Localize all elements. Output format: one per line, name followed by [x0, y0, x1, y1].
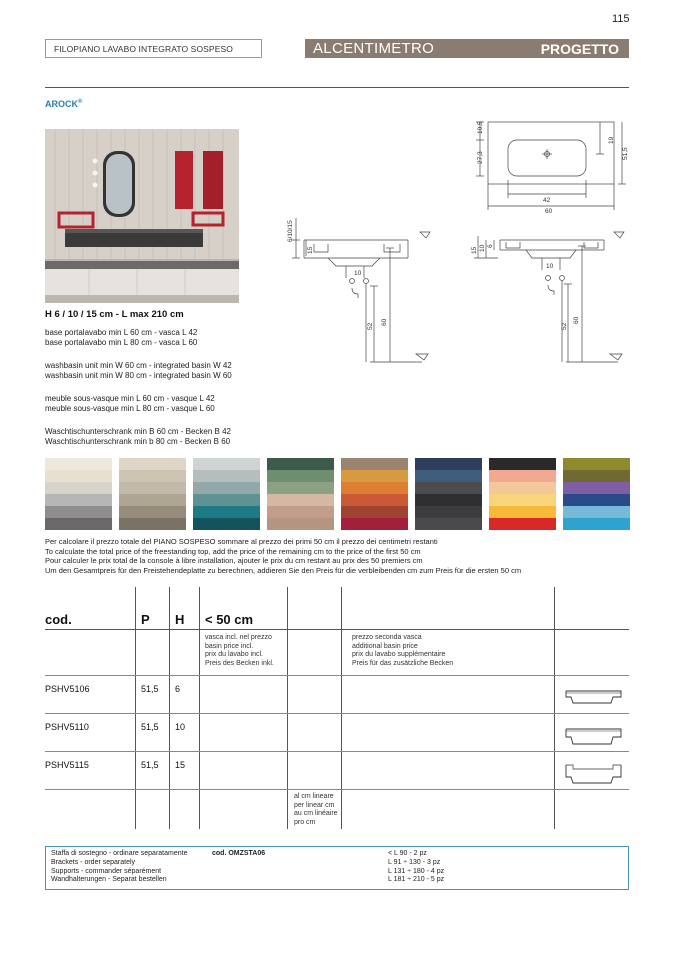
dim-left-h3: 52 [367, 322, 374, 330]
color-swatch [267, 470, 334, 482]
section-label: PROGETTO [540, 41, 619, 57]
description-fr [45, 394, 215, 413]
desc-line: meuble sous-vasque min L 60 cm - vasque L 42 [45, 394, 215, 403]
note-line: Um den Gesamtpreis für den Freistehendeplatte zu berechnen, addieren Sie den Preis für die verbleibenden cm zum Preis für die ersten 50 cm [45, 565, 522, 575]
price-table [45, 587, 629, 833]
color-swatch [267, 518, 334, 530]
dim-top-d4: 51,5 [622, 147, 629, 160]
col-header-h: H [175, 612, 185, 627]
dim-right-c: 10 [546, 263, 554, 270]
description-en [45, 361, 232, 380]
row-code: PSHV5110 [45, 722, 89, 732]
desc-line: Waschtischunterschrank min b 80 cm - Becken B 60 [45, 436, 231, 446]
color-swatch [489, 494, 556, 506]
color-swatch [341, 518, 408, 530]
color-swatch [45, 458, 112, 470]
row-p: 51,5 [141, 722, 159, 732]
product-title-text: AROCK [45, 99, 78, 109]
color-swatch [489, 482, 556, 494]
product-dimensions: H 6 / 10 / 15 cm - L max 210 cm [45, 309, 184, 320]
product-title [45, 99, 82, 109]
brand-bar [305, 39, 629, 58]
color-swatch [45, 518, 112, 530]
dim-right-h2: 10 [479, 244, 486, 252]
row-h: 10 [175, 722, 186, 732]
color-swatch [415, 518, 482, 530]
dim-top-d1: 10,5 [477, 121, 484, 134]
dim-right-h1: 15 [471, 246, 478, 254]
color-swatch [415, 482, 482, 494]
row-p: 51,5 [141, 684, 159, 694]
color-swatch [267, 458, 334, 470]
swatch-column [193, 458, 260, 530]
color-swatch [341, 506, 408, 518]
desc-line: washbasin unit min W 60 cm - integrated basin W 42 [45, 361, 232, 370]
dim-top-w2: 60 [545, 208, 553, 215]
color-swatch [563, 482, 630, 494]
per-linear-cm-note: al cm lineare per linear cm au cm linéaire pro cm [294, 793, 338, 826]
col-header-p: P [141, 612, 150, 627]
color-swatch [193, 494, 260, 506]
color-swatch [563, 506, 630, 518]
top-view-outline [488, 122, 614, 184]
basin-profile-icon [565, 725, 623, 747]
row-code: PSHV5106 [45, 684, 90, 694]
note-line: Per calcolare il prezzo totale del PIANO SOSPESO sommare al prezzo dei primi 50 cm il prezzo dei centimetri restanti [45, 537, 438, 546]
dim-left-h2: 15 [307, 246, 314, 254]
color-swatch [193, 518, 260, 530]
color-swatches [45, 458, 631, 530]
color-swatch [563, 494, 630, 506]
col-header-code: cod. [45, 612, 72, 627]
brackets-description: Staffa di sostegno - ordinare separatamente Brackets - order separately Supports - commander séparément Wandhalterungen - Separat bestellen [51, 850, 188, 884]
swatch-column [415, 458, 482, 530]
color-swatch [193, 506, 260, 518]
color-swatch [45, 470, 112, 482]
color-swatch [193, 482, 260, 494]
desc-line: base portalavabo min L 60 cm - vasca L 42 [45, 328, 198, 337]
swatch-column [119, 458, 186, 530]
color-swatch [415, 494, 482, 506]
color-swatch [415, 470, 482, 482]
color-swatch [119, 494, 186, 506]
color-swatch [119, 506, 186, 518]
desc-line: base portalavabo min L 80 cm - vasca L 60 [45, 337, 198, 347]
dim-left-h4: 60 [381, 318, 388, 326]
color-swatch [45, 482, 112, 494]
brackets-info [45, 846, 629, 890]
description-it [45, 328, 197, 347]
swatch-column [267, 458, 334, 530]
description-de [45, 427, 231, 446]
swatch-column [563, 458, 630, 530]
brackets-quantity: < L 90 - 2 pz L 91 ÷ 130 - 3 pz L 131 ÷ 180 - 4 pz L 181 ÷ 210 - 5 pz [388, 850, 445, 884]
brackets-code: cod. OMZSTA06 [212, 850, 266, 857]
bathroom-scene-illustration [45, 129, 239, 303]
desc-line: washbasin unit min W 80 cm - integrated basin W 60 [45, 370, 232, 380]
category-label: FILOPIANO LAVABO INTEGRATO SOSPESO [45, 39, 262, 58]
color-swatch [489, 518, 556, 530]
color-swatch [489, 458, 556, 470]
pricing-notes [45, 537, 521, 575]
second-basin-price-note: prezzo seconda vasca additional basin price prix du lavabo supplémentaire Preis für das zusätzliche Becken [352, 634, 454, 667]
dim-top-d3: 19 [608, 136, 615, 144]
row-h: 15 [175, 760, 186, 770]
brand-name: ALCENTIMETRO [313, 40, 435, 57]
color-swatch [119, 482, 186, 494]
desc-line: Waschtischunterschrank min B 60 cm - Becken B 42 [45, 427, 231, 436]
color-swatch [267, 482, 334, 494]
row-h: 6 [175, 684, 181, 694]
desc-line: meuble sous-vasque min L 80 cm - vasque L 60 [45, 403, 215, 413]
page-number: 115 [612, 13, 630, 25]
color-swatch [119, 518, 186, 530]
dim-top-w1: 42 [543, 197, 551, 204]
swatch-column [489, 458, 556, 530]
color-swatch [45, 494, 112, 506]
dim-top-d2: 27,3 [477, 151, 484, 164]
color-swatch [489, 470, 556, 482]
basin-profile-icon [565, 687, 623, 707]
dim-left-h: 6/10/15 [287, 220, 294, 242]
color-swatch [489, 506, 556, 518]
registered-mark: ® [78, 99, 83, 105]
note-line: Pour calculer le prix total de la console à libre installation, ajouter le prix du cm restant au prix des 50 premiers cm [45, 556, 423, 566]
color-swatch [341, 458, 408, 470]
basin-price-included-note: vasca incl. nel prezzo basin price incl. prix du lavabo incl. Preis des Becken inkl. [205, 634, 274, 667]
dim-left-c: 10 [354, 270, 362, 277]
dim-right-h5: 60 [573, 316, 580, 324]
col-header-under-50cm: < 50 cm [205, 612, 254, 627]
product-photo [45, 129, 239, 303]
row-code: PSHV5115 [45, 760, 89, 770]
color-swatch [267, 506, 334, 518]
dim-right-h3: 6 [487, 244, 494, 248]
note-line: To calculate the total price of the freestanding top, add the price of the remaining cm to the price of the first 50 cm [45, 546, 421, 556]
color-swatch [267, 494, 334, 506]
color-swatch [119, 458, 186, 470]
color-swatch [193, 458, 260, 470]
color-swatch [563, 458, 630, 470]
swatch-column [45, 458, 112, 530]
color-swatch [45, 506, 112, 518]
color-swatch [341, 494, 408, 506]
color-swatch [341, 482, 408, 494]
header-divider [45, 87, 629, 88]
basin-profile-icon [565, 763, 623, 785]
color-swatch [563, 470, 630, 482]
color-swatch [415, 506, 482, 518]
swatch-column [341, 458, 408, 530]
color-swatch [563, 518, 630, 530]
color-swatch [341, 470, 408, 482]
dim-right-h4: 52 [561, 322, 568, 330]
color-swatch [193, 470, 260, 482]
color-swatch [119, 470, 186, 482]
row-p: 51,5 [141, 760, 159, 770]
color-swatch [415, 458, 482, 470]
technical-drawing [280, 118, 630, 370]
